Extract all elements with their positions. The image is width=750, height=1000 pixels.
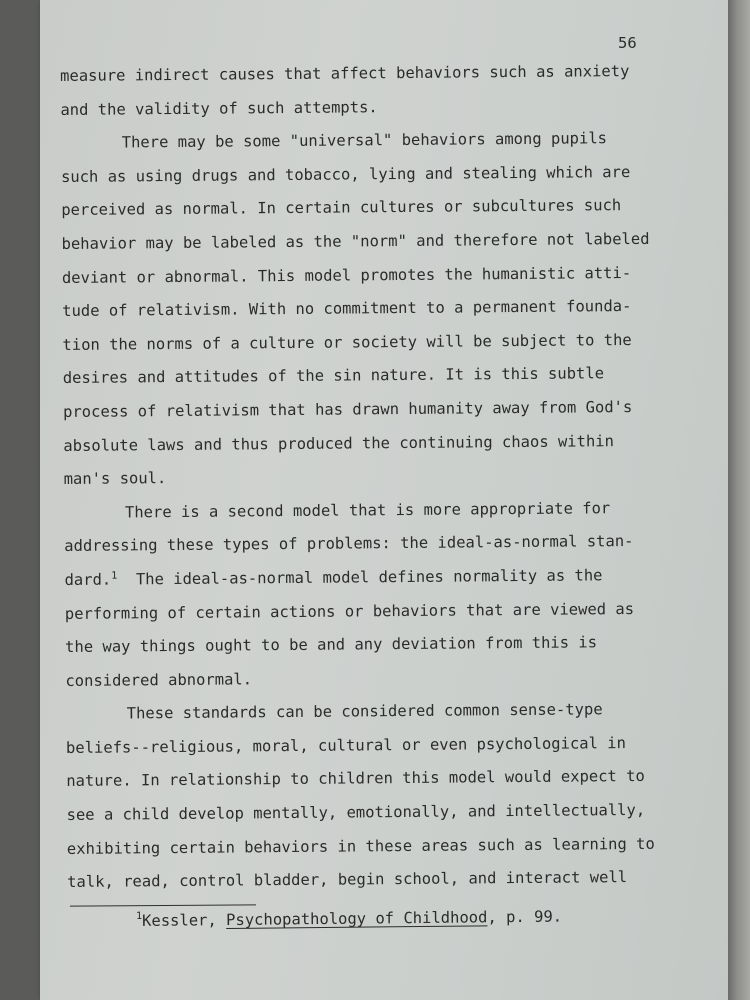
paragraph-3 [64,492,654,699]
document-page [40,0,730,1000]
text-line: nature. In relationship to children this model would expect to [66,767,645,791]
text-line: process of relativism that has drawn humanity away from God's [62,397,633,421]
paragraph-2 [61,122,652,497]
footnote-marker: 1 [135,910,143,922]
text-line: talk, read, control bladder, begin school, and interact well [67,868,628,892]
body-text [60,55,655,900]
text-line: man's soul. [63,469,167,489]
footnote-rest: , p. 99. [487,907,563,927]
text-line: There may be some "universal" behaviors among pupils [121,129,608,152]
paragraph-4 [66,693,656,900]
text-line: behavior may be labeled as the "norm" and therefore not labeled [61,229,650,253]
text-line: There is a second model that is more appropriate for [124,498,611,522]
text-line: tude of relativism. With no commitment to a permanent founda- [62,297,632,321]
footnote-line-text: dard. [64,570,112,589]
page-stack-edge [728,0,750,1000]
text-line: see a child develop mentally, emotionally, and intellectually, [66,800,646,825]
text-line: considered abnormal. [65,670,253,690]
page-number: 56 [618,34,637,52]
text-line-with-footnote [64,559,652,598]
text-line: addressing these types of problems: the ideal-as-normal stan- [64,532,634,556]
footnote-title: Psychopathology of Childhood [226,908,488,930]
text-line: desires and attitudes of the sin nature. It is this subtle [62,364,605,388]
footnote-author: Kessler, [142,911,227,930]
text-line: These standards can be considered common sense-type [126,700,603,723]
text-line: the way things ought to be and any deviation from this is [65,633,598,657]
footnote-reference-marker: 1 [111,570,118,582]
footnote-divider [70,904,256,906]
text-line: tion the norms of a culture or society will be subject to the [62,330,632,354]
text-line: beliefs--religious, moral, cultural or even psychological in [65,733,626,757]
paragraph-1 [60,55,648,127]
text-line: absolute laws and thus produced the continuing chaos within [63,431,615,455]
text-line: such as using drugs and tobacco, lying and stealing which are [60,162,631,186]
text-line: measure indirect causes that affect behaviors such as anxiety [60,62,630,85]
text-line: perceived as normal. In certain cultures or subcultures such [61,196,622,220]
text-line: deviant or abnormal. This model promotes the humanistic atti- [61,263,632,287]
text-line: and the validity of such attempts. [60,97,378,119]
footnote [136,908,562,930]
text-line: performing of certain actions or behaviors that are viewed as [64,599,635,623]
text-line: exhibiting certain behaviors in these areas such as learning to [66,834,655,858]
footnote-line-rest: The ideal-as-normal model defines normality as the [117,566,603,589]
